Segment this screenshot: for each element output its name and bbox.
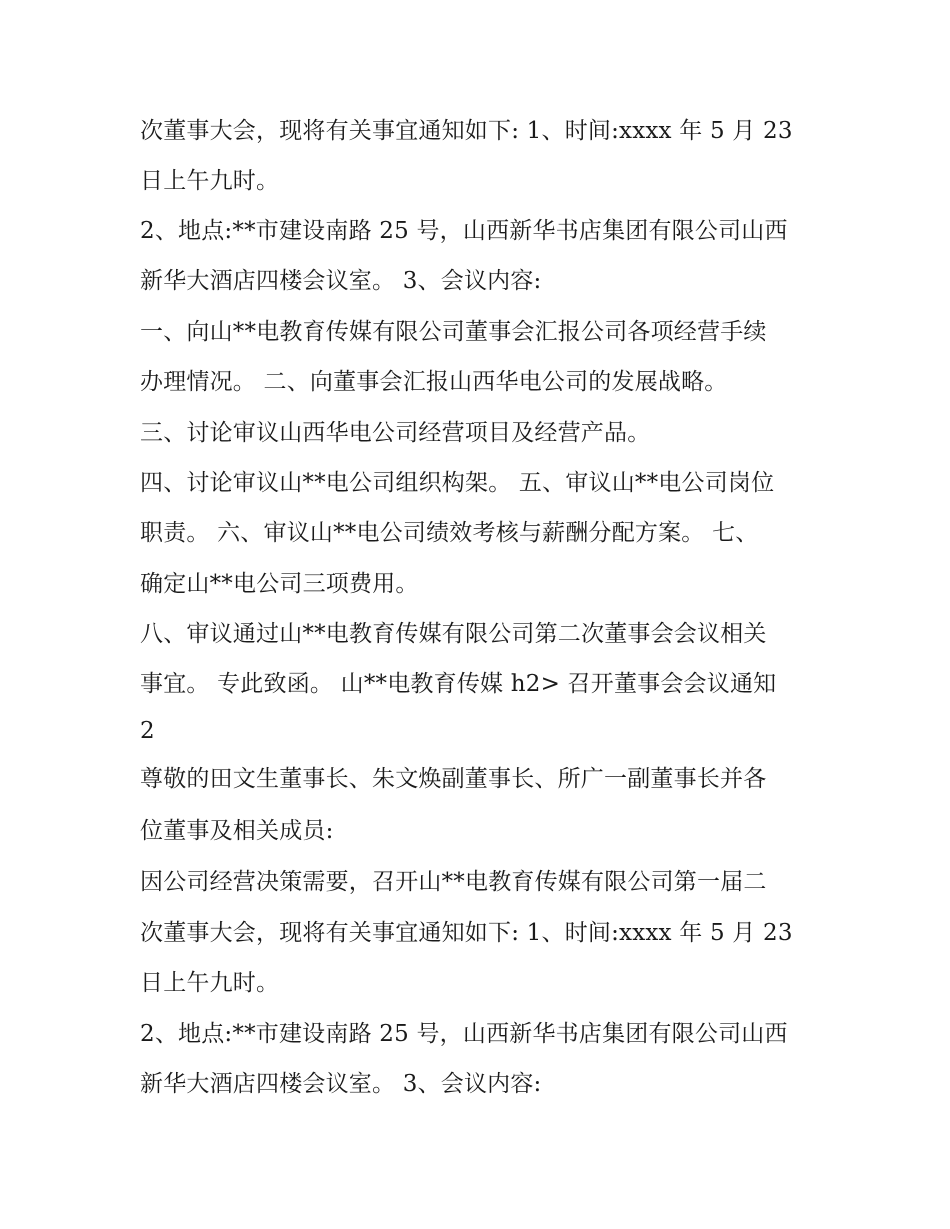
text-line: 日上午九时。 [140,168,280,194]
text-line: 尊敬的田文生董事长、朱文焕副董事长、所广一副董事长并各 [140,766,767,792]
text-line: 一、向山**电教育传媒有限公司董事会汇报公司各项经营手续 [140,319,767,345]
text-line: 日上午九时。 [140,970,280,996]
text-line: 八、审议通过山**电教育传媒有限公司第二次董事会会议相关 [140,621,767,647]
text-line: 新华大酒店四楼会议室。 3、会议内容: [140,268,542,294]
text-line: 2、地点:**市建设南路 25 号，山西新华书店集团有限公司山西 [140,1021,788,1047]
text-line: 三、讨论审议山西华电公司经营项目及经营产品。 [140,420,651,446]
text-line: 事宜。 专此致函。 山**电教育传媒 h2> 召开董事会会议通知 [140,671,777,697]
text-line: 次董事大会，现将有关事宜通知如下: 1、时间:xxxx 年 5 月 23 [140,118,793,144]
text-line: 新华大酒店四楼会议室。 3、会议内容: [140,1071,542,1097]
text-line: 次董事大会，现将有关事宜通知如下: 1、时间:xxxx 年 5 月 23 [140,920,793,946]
text-line: 职责。 六、审议山**电公司绩效考核与薪酬分配方案。 七、 [140,520,759,546]
text-line: 四、讨论审议山**电公司组织构架。 五、审议山**电公司岗位 [140,470,775,496]
text-line: 确定山**电公司三项费用。 [140,571,419,597]
text-line: 2 [140,718,155,744]
text-line: 位董事及相关成员: [140,818,334,844]
text-line: 办理情况。 二、向董事会汇报山西华电公司的发展战略。 [140,369,728,395]
text-line: 2、地点:**市建设南路 25 号，山西新华书店集团有限公司山西 [140,218,788,244]
text-line: 因公司经营决策需要，召开山**电教育传媒有限公司第一届二 [140,869,767,895]
